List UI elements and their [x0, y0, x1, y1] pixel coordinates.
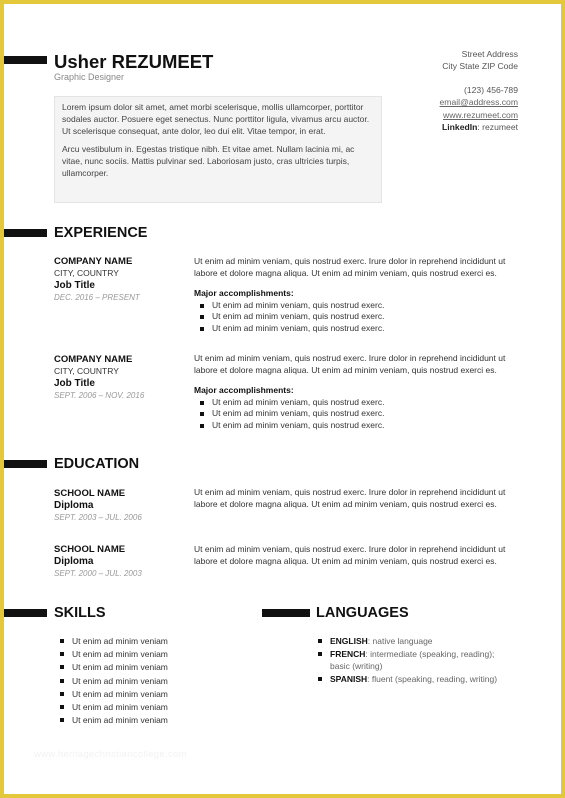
languages-section — [312, 635, 512, 686]
job-entry — [54, 354, 194, 402]
accomplishments-list — [194, 300, 524, 334]
accent-bar-education — [4, 460, 47, 468]
company-location: CITY, COUNTRY — [54, 268, 119, 278]
job-details — [194, 256, 524, 334]
accomplishments-label: Major accomplishments: — [194, 385, 294, 396]
degree: Diploma — [54, 500, 94, 511]
job-title: Job Title — [54, 378, 95, 389]
language-item — [330, 648, 512, 673]
skills-section — [54, 635, 168, 727]
phone-number: (123) 456-789 — [464, 84, 518, 95]
city-state-zip: City State ZIP Code — [442, 61, 518, 72]
skill-item: Ut enim ad minim veniam — [72, 675, 168, 688]
languages-list — [312, 635, 512, 686]
list-item: Ut enim ad minim veniam, quis nostrud exerc. — [212, 323, 524, 334]
language-level: : native language — [367, 636, 433, 646]
education-entry — [54, 488, 194, 524]
skill-item: Ut enim ad minim veniam — [72, 714, 168, 727]
skill-item: Ut enim ad minim veniam — [72, 635, 168, 648]
job-description: Ut enim ad minim veniam, quis nostrud exerc. Irure dolor in reprehend incididunt ut labore et dolore magna aliqua. Ut enim ad minim veniam, quis nostrud exerci es. — [194, 256, 506, 278]
summary-box — [54, 96, 382, 203]
accomplishments-list — [194, 397, 524, 431]
website-link[interactable]: www.rezumeet.com — [443, 109, 518, 120]
skill-item: Ut enim ad minim veniam — [72, 688, 168, 701]
resume-page — [4, 4, 561, 794]
language-name: ENGLISH — [330, 636, 368, 646]
skills-heading: SKILLS — [54, 605, 106, 621]
contact-block — [440, 48, 518, 133]
language-level: : fluent (speaking, reading, writing) — [367, 674, 498, 685]
list-item: Ut enim ad minim veniam, quis nostrud exerc. — [212, 397, 524, 408]
job-entry — [54, 256, 194, 304]
email-link[interactable]: email@address.com — [439, 97, 518, 108]
list-item: Ut enim ad minim veniam, quis nostrud exerc. — [212, 300, 524, 311]
job-details — [194, 353, 524, 431]
skill-item: Ut enim ad minim veniam — [72, 648, 168, 661]
languages-heading: LANGUAGES — [316, 605, 409, 621]
linkedin-value: : rezumeet — [477, 122, 518, 133]
language-item — [330, 635, 512, 647]
linkedin-label: LinkedIn — [442, 122, 478, 133]
list-item: Ut enim ad minim veniam, quis nostrud exerc. — [212, 408, 524, 419]
company-name: COMPANY NAME — [54, 256, 133, 267]
job-dates: SEPT. 2006 – NOV. 2016 — [54, 391, 145, 400]
education-description: Ut enim ad minim veniam, quis nostrud exerc. Irure dolor in reprehend incididunt ut labore et dolore magna aliqua. Ut enim ad minim veniam, quis nostrud exerci es. — [194, 544, 506, 566]
experience-heading: EXPERIENCE — [54, 225, 148, 241]
accent-bar-experience — [4, 229, 47, 237]
education-details — [194, 487, 524, 510]
degree: Diploma — [54, 556, 94, 567]
summary-paragraph: Arcu vestibulum in. Egestas tristique nibh. Et vitae amet. Nullam lacinia mi, ac vitae, nunc sociis. Mattis pulvinar sed. Laboriosam justo, cras ultricies turpis, ullamcorper. — [62, 144, 355, 178]
education-heading: EDUCATION — [54, 456, 140, 472]
school-name: SCHOOL NAME — [54, 544, 126, 555]
language-name: FRENCH — [330, 648, 366, 659]
education-details — [194, 544, 524, 567]
watermark-text: www.heritagechristiancollege.com — [34, 749, 187, 760]
company-name: COMPANY NAME — [54, 354, 133, 365]
accent-bar-name — [4, 56, 47, 64]
job-description: Ut enim ad minim veniam, quis nostrud exerc. Irure dolor in reprehend incididunt ut labore et dolore magna aliqua. Ut enim ad minim veniam, quis nostrud exerci es. — [194, 353, 506, 375]
education-dates: SEPT. 2000 – JUL. 2003 — [54, 569, 142, 578]
skills-list — [54, 635, 168, 727]
language-level: : intermediate (speaking, reading); basic (writing) — [330, 648, 495, 672]
education-description: Ut enim ad minim veniam, quis nostrud exerc. Irure dolor in reprehend incididunt ut labore et dolore magna aliqua. Ut enim ad minim veniam, quis nostrud exerci es. — [194, 487, 506, 509]
language-item — [330, 673, 512, 685]
language-name: SPANISH — [330, 674, 368, 685]
company-location: CITY, COUNTRY — [54, 366, 119, 376]
summary-paragraph: Lorem ipsum dolor sit amet, amet morbi scelerisque, mollis ullamcorper, porttitor sodales auctor. Posuere eget senectus. Nunc porttitor ligula, vivamus arcu auctor. Ut scelerisque consequat, ante dolor, leo dui elit. Vitae tempor, in erat. — [62, 102, 370, 136]
list-item: Ut enim ad minim veniam, quis nostrud exerc. — [212, 420, 524, 431]
school-name: SCHOOL NAME — [54, 488, 126, 499]
accomplishments-label: Major accomplishments: — [194, 288, 294, 299]
skill-item: Ut enim ad minim veniam — [72, 661, 168, 674]
job-title: Job Title — [54, 280, 95, 291]
accent-bar-skills — [4, 609, 47, 617]
job-dates: DEC. 2016 – PRESENT — [54, 293, 140, 302]
accent-bar-languages — [262, 609, 310, 617]
list-item: Ut enim ad minim veniam, quis nostrud exerc. — [212, 311, 524, 322]
education-entry — [54, 544, 194, 580]
skill-item: Ut enim ad minim veniam — [72, 701, 168, 714]
education-dates: SEPT. 2003 – JUL. 2006 — [54, 513, 142, 522]
linkedin-line — [440, 121, 518, 133]
street-address: Street Address — [461, 49, 518, 59]
resume-name: Usher REZUMEET — [54, 51, 214, 72]
resume-role: Graphic Designer — [54, 72, 125, 82]
